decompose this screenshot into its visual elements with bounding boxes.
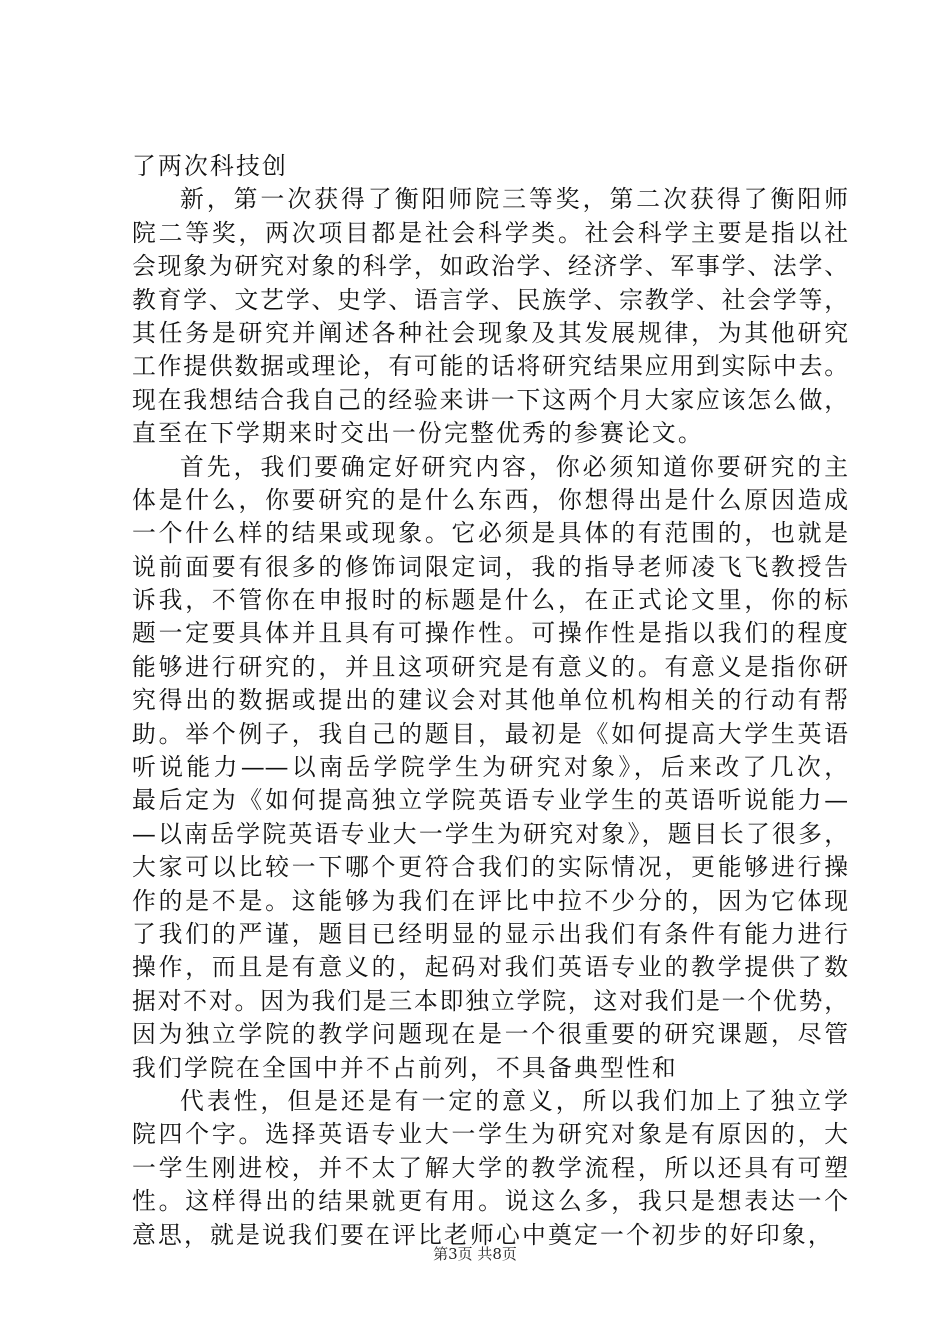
text-line: 助。举个例子，我自己的题目，最初是《如何提高大学生英语 <box>132 719 848 748</box>
text-line: 代表性，但是还是有一定的意义，所以我们加上了独立学 <box>180 1086 848 1115</box>
paragraph <box>132 451 848 1085</box>
text-line: 究得出的数据或提出的建议会对其他单位机构相关的行动有帮 <box>132 686 848 715</box>
text-line: 首先，我们要确定好研究内容，你必须知道你要研究的主 <box>180 452 848 481</box>
text-line: 直至在下学期来时交出一份完整优秀的参赛论文。 <box>132 419 704 448</box>
text-line: 了两次科技创 <box>132 152 288 180</box>
text-line: 体是什么，你要研究的是什么东西，你想得出是什么原因造成 <box>132 485 848 514</box>
text-line: 新，第一次获得了衡阳师院三等奖，第二次获得了衡阳师 <box>180 185 848 214</box>
text-line: 题一定要具体并且具有可操作性。可操作性是指以我们的程度 <box>132 619 848 648</box>
text-line: 教育学、文艺学、史学、语言学、民族学、宗教学、社会学等， <box>132 285 848 314</box>
text-line: 会现象为研究对象的科学，如政治学、经济学、军事学、法学、 <box>132 252 848 281</box>
text-line: 最后定为《如何提高独立学院英语专业学生的英语听说能力— <box>132 786 848 815</box>
paragraph <box>132 1085 848 1252</box>
text-line: 一学生刚进校，并不太了解大学的教学流程，所以还具有可塑 <box>132 1153 848 1182</box>
text-line: 其任务是研究并阐述各种社会现象及其发展规律，为其他研究 <box>132 318 848 347</box>
text-line: 大家可以比较一下哪个更符合我们的实际情况，更能够进行操 <box>132 853 848 882</box>
text-line: 性。这样得出的结果就更有用。说这么多，我只是想表达一个 <box>132 1187 848 1216</box>
paragraph <box>132 183 848 450</box>
document-body <box>132 150 848 1252</box>
text-line: 院四个字。选择英语专业大一学生为研究对象是有原因的，大 <box>132 1120 848 1149</box>
text-line: 了我们的严谨，题目已经明显的显示出我们有条件有能力进行 <box>132 919 848 948</box>
text-line: 一个什么样的结果或现象。它必须是具体的有范围的，也就是 <box>132 519 848 548</box>
text-line: —以南岳学院英语专业大一学生为研究对象》，题目长了很多， <box>132 819 848 848</box>
text-line: 院二等奖，两次项目都是社会科学类。社会科学主要是指以社 <box>132 218 848 247</box>
text-line: 意思，就是说我们要在评比老师心中奠定一个初步的好印象， <box>132 1220 834 1249</box>
text-line: 我们学院在全国中并不占前列，不具备典型性和 <box>132 1053 678 1082</box>
text-line: 听说能力——以南岳学院学生为研究对象》，后来改了几次， <box>132 753 848 782</box>
text-line: 作的是不是。这能够为我们在评比中拉不少分的，因为它体现 <box>132 886 848 915</box>
page-footer: 第3页 共8页 <box>433 1245 517 1263</box>
text-line: 诉我，不管你在申报时的标题是什么，在正式论文里，你的标 <box>132 586 848 615</box>
text-line: 工作提供数据或理论，有可能的话将研究结果应用到实际中去。 <box>132 352 848 381</box>
text-line: 据对不对。因为我们是三本即独立学院，这对我们是一个优势， <box>132 986 848 1015</box>
text-line: 说前面要有很多的修饰词限定词，我的指导老师凌飞飞教授告 <box>132 552 848 581</box>
paragraph <box>132 150 848 183</box>
text-line: 能够进行研究的，并且这项研究是有意义的。有意义是指你研 <box>132 652 848 681</box>
text-line: 操作，而且是有意义的，起码对我们英语专业的教学提供了数 <box>132 953 848 982</box>
text-line: 因为独立学院的教学问题现在是一个很重要的研究课题，尽管 <box>132 1020 848 1049</box>
text-line: 现在我想结合我自己的经验来讲一下这两个月大家应该怎么做， <box>132 385 848 414</box>
